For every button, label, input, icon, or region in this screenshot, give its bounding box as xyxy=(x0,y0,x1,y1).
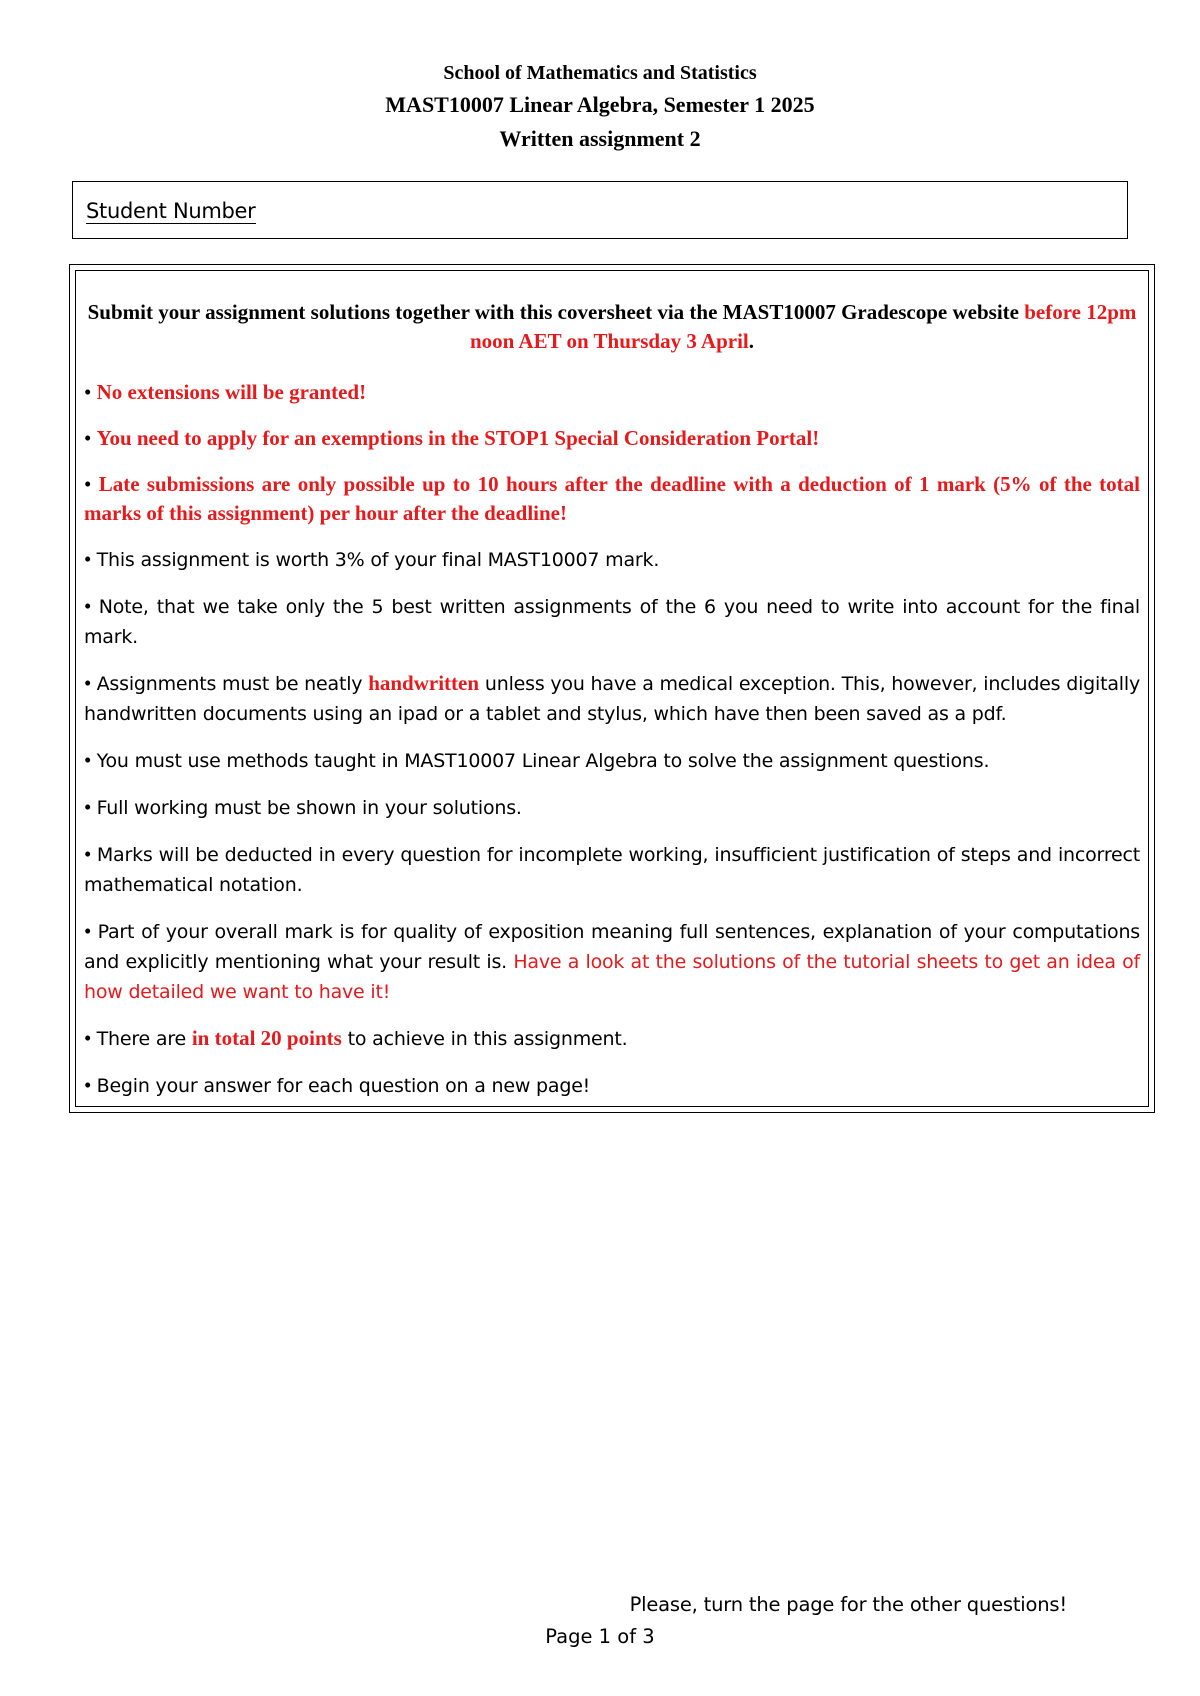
bullet-icon: • xyxy=(84,547,92,571)
student-number-box[interactable] xyxy=(72,181,1128,239)
instructions-frame xyxy=(69,264,1155,1113)
deadline-text: before 12pm noon AET on Thursday 3 April xyxy=(469,300,1137,353)
instructions-inner-frame xyxy=(75,270,1149,1107)
list-item xyxy=(84,470,1140,528)
handwritten-keyword: handwritten xyxy=(368,671,480,695)
page-number: Page 1 of 3 xyxy=(545,1625,655,1648)
submission-intro xyxy=(84,298,1140,356)
intro-text: Submit your assignment solutions together with this coversheet via the MAST10007 Gradescope website xyxy=(87,300,1025,324)
tutorial-hint-text: Have a look at the solutions of the tutorial sheets to get an idea of how detailed we want to have it! xyxy=(84,951,1141,1003)
list-item xyxy=(84,746,1140,776)
intro-end: . xyxy=(748,329,754,353)
methods-text: You must use methods taught in MAST10007 Linear Algebra to solve the assignment questions. xyxy=(96,750,990,772)
points-text-a: There are xyxy=(96,1028,192,1050)
new-page-text: Begin your answer for each question on a new page! xyxy=(96,1075,591,1097)
no-extensions-text: No extensions will be granted! xyxy=(96,380,367,404)
handwritten-text-a: Assignments must be neatly xyxy=(96,673,369,695)
bullet-icon: • xyxy=(84,842,92,866)
course-title: MAST10007 Linear Algebra, Semester 1 2025 xyxy=(385,92,815,117)
bullet-icon: • xyxy=(84,795,92,819)
bullet-icon: • xyxy=(84,594,92,618)
student-number-label: Student Number xyxy=(86,199,256,223)
instructions-content xyxy=(84,298,1140,1118)
list-item xyxy=(84,793,1140,823)
late-submission-text: Late submissions are only possible up to 10 hours after the deadline with a deduction of 1 mark (5% of the total marks of this assignment) per hour after the deadline! xyxy=(84,472,1140,525)
apply-exemption-text: You need to apply for an exemptions in the STOP1 Special Consideration Portal! xyxy=(96,426,820,450)
list-item xyxy=(84,592,1140,652)
worth-text: This assignment is worth 3% of your final MAST10007 mark. xyxy=(96,549,660,571)
deductions-text: Marks will be deducted in every question for incomplete working, insufficient justification of steps and incorrect mathematical notation. xyxy=(84,844,1140,896)
bullet-icon: • xyxy=(84,426,92,450)
bullet-icon: • xyxy=(84,748,92,772)
list-item xyxy=(84,669,1140,729)
points-text-c: to achieve in this assignment. xyxy=(341,1028,628,1050)
list-item xyxy=(84,545,1140,575)
list-item xyxy=(84,1024,1140,1054)
quality-text: Part of your overall mark is for quality of exposition meaning full sentences, explanation of your computations and explicitly mentioning what your result is. xyxy=(84,921,1140,973)
list-item xyxy=(84,917,1140,1007)
list-item xyxy=(84,840,1140,900)
best-assignments-text: Note, that we take only the 5 best written assignments of the 6 you need to write into account for the final mark. xyxy=(84,596,1141,648)
list-item xyxy=(84,378,1140,407)
handwritten-text-c: unless you have a medical exception. This, however, includes digitally handwritten documents using an ipad or a tablet and stylus, which have then been saved as a pdf. xyxy=(84,673,1140,725)
bullet-icon: • xyxy=(84,919,92,943)
school-name: School of Mathematics and Statistics xyxy=(443,62,757,84)
points-keyword: in total 20 points xyxy=(191,1026,342,1050)
bullet-icon: • xyxy=(84,1073,92,1097)
bullet-icon: • xyxy=(84,472,92,496)
bullet-icon: • xyxy=(84,1026,92,1050)
working-text: Full working must be shown in your solutions. xyxy=(96,797,522,819)
turn-page-note: Please, turn the page for the other questions! xyxy=(629,1593,1067,1616)
assignment-title: Written assignment 2 xyxy=(499,126,701,151)
list-item xyxy=(84,1071,1140,1101)
bullet-icon: • xyxy=(84,380,92,404)
bullet-icon: • xyxy=(84,671,92,695)
document-header xyxy=(0,58,1200,156)
list-item xyxy=(84,424,1140,453)
